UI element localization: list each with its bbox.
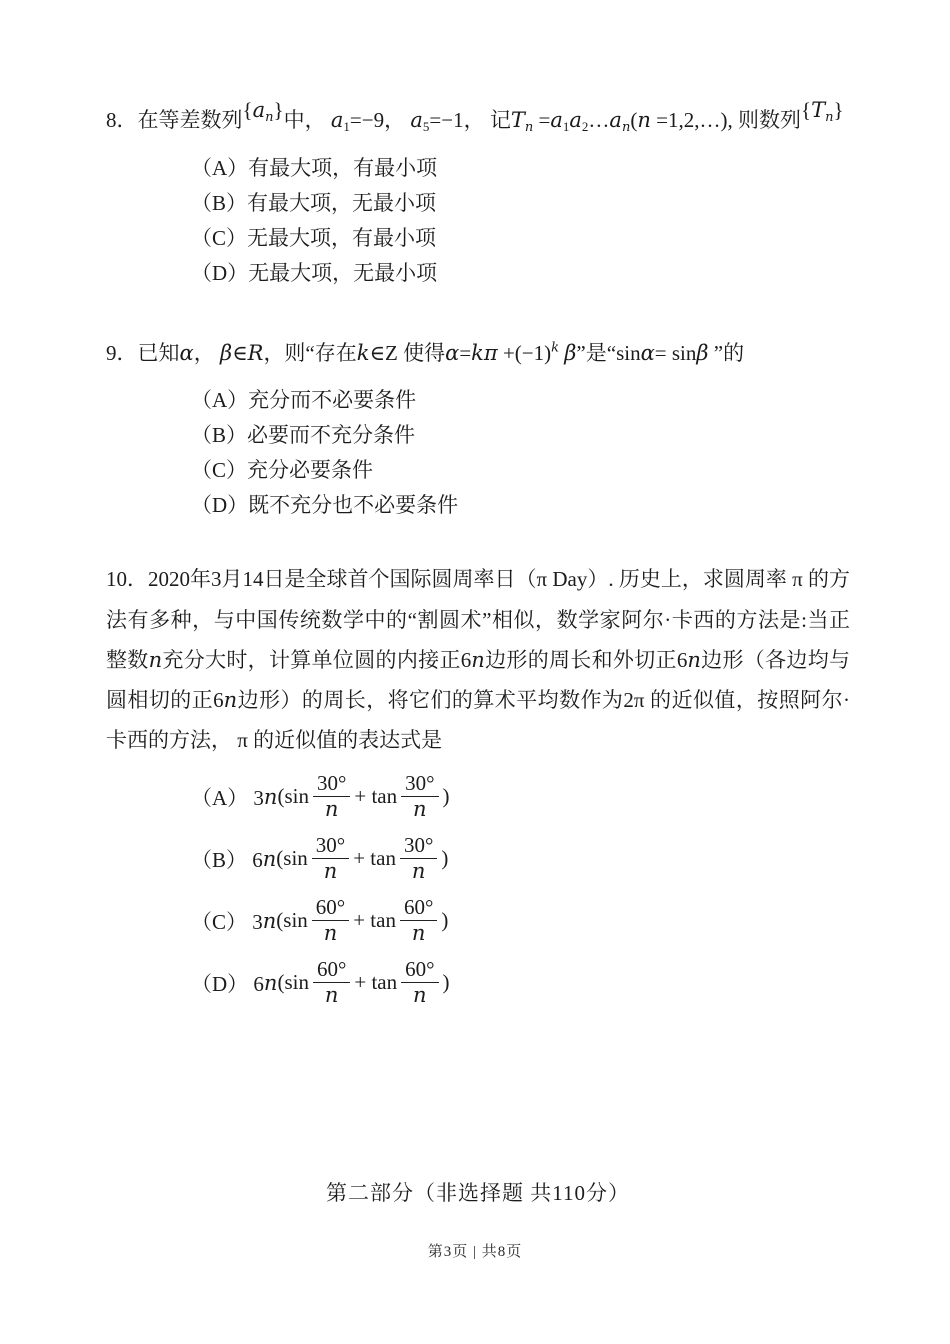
- question-9-option-d: （D）既不充分也不必要条件: [191, 493, 459, 518]
- question-10-option-d: （D） 6 n (sin $\frac{60^\circ}{n}$ + tan $\frac{60^\circ}{n}$ ): [191, 957, 450, 1008]
- question-9-option-c: （C）充分必要条件: [191, 458, 374, 483]
- question-9: [106, 333, 850, 523]
- question-8-option-b: （B）有最大项，无最小项: [191, 190, 437, 215]
- question-8-option-a: （A）有最大项，有最小项: [191, 155, 438, 180]
- question-8-stem: 8．在等差数列$\{a_n\}$中， $a_1=-9$， $a_5=-1$， 记$T_n$ $=a_1a_2\dots a_n(n$ =1,2,…), 则数列$\{T_n\}$: [106, 97, 844, 135]
- question-8: [106, 97, 850, 291]
- question-8-option-c: （C）无最大项，有最小项: [191, 225, 437, 250]
- question-10-option-b: （B） 6 n (sin $\frac{30^\circ}{n}$ + tan $\frac{30^\circ}{n}$ ): [191, 833, 449, 884]
- question-9-option-b: （B）必要而不充分条件: [191, 423, 416, 448]
- question-9-option-a: （A）充分而不必要条件: [191, 388, 417, 413]
- question-9-options: [191, 383, 850, 523]
- question-10-option-c: （C） 3 n (sin $\frac{60^\circ}{n}$ + tan $\frac{60^\circ}{n}$ ): [191, 895, 449, 946]
- question-9-stem: 9．已知α， β∈R，则“存在k∈Z 使得$\alpha=k\pi +(-1)^k$ β”是“sinα= sinβ ”的: [106, 340, 745, 365]
- question-10-options: [191, 771, 850, 1009]
- question-10-option-a: （A） 3 n (sin $\frac{30^\circ}{n}$ + tan $\frac{30^\circ}{n}$ ): [191, 771, 450, 822]
- question-8-options: [191, 151, 850, 291]
- section-2-header: 第二部分（非选择题 共110分）: [326, 1180, 630, 1205]
- question-10-stem: 10．2020年3月14日是全球首个国际圆周率日（π Day）. 历史上，求圆周率 π 的方法有多种，与中国传统数学中的“割圆术”相似，数学家阿尔·卡西的方法是:当正整数n充分大时，计算单位圆的内接正6n边形的周长和外切正6n边形（各边均与圆相切的正6n边形）的周长，将它们的算术平均数作为2π 的近似值，按照阿尔·卡西的方法， π 的近似值的表达式是: [106, 567, 851, 753]
- page-footer: 第3页 | 共8页: [427, 1244, 523, 1260]
- question-10: [106, 559, 850, 1009]
- question-8-option-d: （D）无最大项，无最小项: [191, 260, 438, 285]
